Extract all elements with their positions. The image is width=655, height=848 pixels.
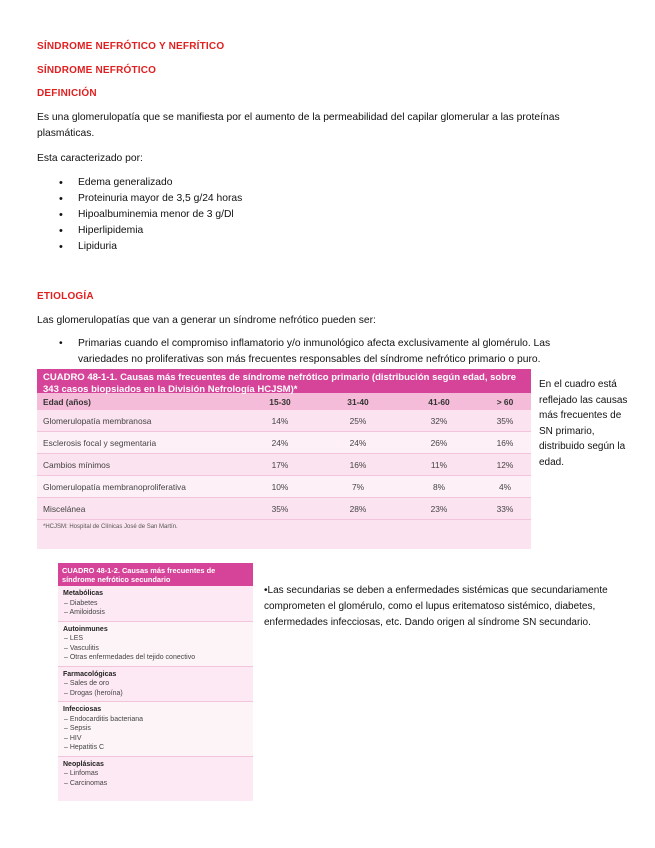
list-item: • Hipoalbuminemia menor de 3 g/Dl [56,207,242,223]
cause-group [58,586,253,622]
group-item: – Hepatitis C [64,744,105,751]
group-item: – Diabetes [64,599,98,607]
group-item: – Endocarditis bacteriana [64,715,143,723]
table-title: CUADRO 48-1-1. Causas más frecuentes de síndrome nefrótico primario (distribución según edad, sobre 343 casos biopsiados en la División Nefrología HCJSM)* [37,369,531,393]
cell: 7% [351,481,365,492]
cell: 33% [496,503,514,514]
column-header: 31-40 [347,396,369,407]
cell: 25% [349,415,367,426]
cause-group [58,702,253,757]
group-item: – LES [64,635,84,642]
group-title: Farmacológicas [63,670,117,678]
group-item: – Linfomas [64,770,99,777]
column-header: Edad (años) [43,396,91,407]
table-secondary-causes [58,563,253,801]
cell: 12% [496,459,514,470]
side-note: En el cuadro está reflejado las causas más frecuentes de SN primario, distribuido según la edad. [539,379,628,468]
cause-group [58,667,253,703]
table-header-row [37,393,531,410]
secundarias-text: •Las secundarias se deben a enfermedades sistémicas que secundariamente comprometen el glomérulo, como el lupus eritematoso sistémico, diabetes, enfermedades infecciosas, etc. Dando origen al síndrome SN secundario. [264,585,608,628]
definicion-heading: DEFINICIÓN [37,88,97,99]
cause-group [58,757,253,792]
list-item: • Hiperlipidemia [56,223,242,239]
group-item: – Drogas (heroína) [64,689,123,697]
bullet-dot: • [59,338,63,349]
cell: 10% [271,481,289,492]
group-title: Metabólicas [63,590,104,597]
list-item: • Proteinuria mayor de 3,5 g/24 horas [56,191,242,207]
table-footnote: *HCJSM: Hospital de Clínicas José de San Martín. [43,524,178,530]
cell: 24% [271,437,289,448]
etiologia-heading: ETIOLOGÍA [37,291,94,302]
characteristics-list [56,175,242,255]
column-header: 15-30 [269,396,291,407]
cell: 32% [430,415,448,426]
row-label: Glomerulopatía membranoproliferativa [43,481,186,492]
table-row [37,432,531,454]
cell: 28% [349,503,367,514]
column-header: > 60 [496,396,514,407]
column-header: 41-60 [428,396,450,407]
cell: 35% [271,503,289,514]
cell: 11% [430,459,448,470]
group-item: – Otras enfermedades del tejido conectivo [64,654,196,661]
cell: 4% [498,481,512,492]
definicion-intro: Esta caracterizado por: [37,153,143,164]
table-row [37,498,531,520]
group-item: – Sepsis [64,725,91,732]
table-row [37,476,531,498]
group-title: Infecciosas [63,706,102,713]
cell: 8% [432,481,446,492]
row-label: Cambios mínimos [43,459,111,470]
table-row [37,454,531,476]
cell: 35% [496,415,514,426]
cause-group [58,622,253,667]
list-item: • Lipiduria [56,239,242,255]
primarias-text: Primarias cuando el compromiso inflamatorio y/o inmunológico afecta exclusivamente al glomérulo. Las variedades no proliferativas son más frecuentes responsables del síndrome nefrótico primario o puro. [78,338,551,365]
group-item: – Sales de oro [64,680,110,687]
cell: 16% [496,437,514,448]
definicion-text: Es una glomerulopatía que se manifiesta por el aumento de la permeabilidad del capilar glomerular a las proteínas plasmáticas. [37,112,560,139]
cell: 16% [349,459,367,470]
list-item: • Edema generalizado [56,175,242,191]
cell: 23% [430,503,448,514]
table-primary-causes [37,369,531,549]
table-row [37,410,531,432]
cell: 14% [271,415,289,426]
row-label: Esclerosis focal y segmentaria [43,437,157,448]
group-title: Neoplásicas [63,760,104,768]
etiologia-intro: Las glomerulopatías que van a generar un síndrome nefrótico pueden ser: [37,315,376,326]
group-item: – HIV [64,734,82,742]
group-title: Autoinmunes [63,625,108,633]
row-label: Miscelánea [43,503,86,514]
group-item: – Amiloidosis [64,609,105,616]
cell: 17% [271,459,289,470]
group-item: – Vasculitis [64,644,99,652]
primarias-bullet [59,336,599,368]
table-title: CUADRO 48-1-2. Causas más frecuentes de síndrome nefrótico secundario [58,563,253,586]
group-item: – Carcinomas [64,779,108,787]
row-label: Glomerulopatía membranosa [43,415,152,426]
cell: 26% [430,437,448,448]
document-title: SÍNDROME NEFRÓTICO Y NEFRÍTICO [37,41,225,52]
cell: 24% [349,437,367,448]
section-title: SÍNDROME NEFRÓTICO [37,65,157,76]
